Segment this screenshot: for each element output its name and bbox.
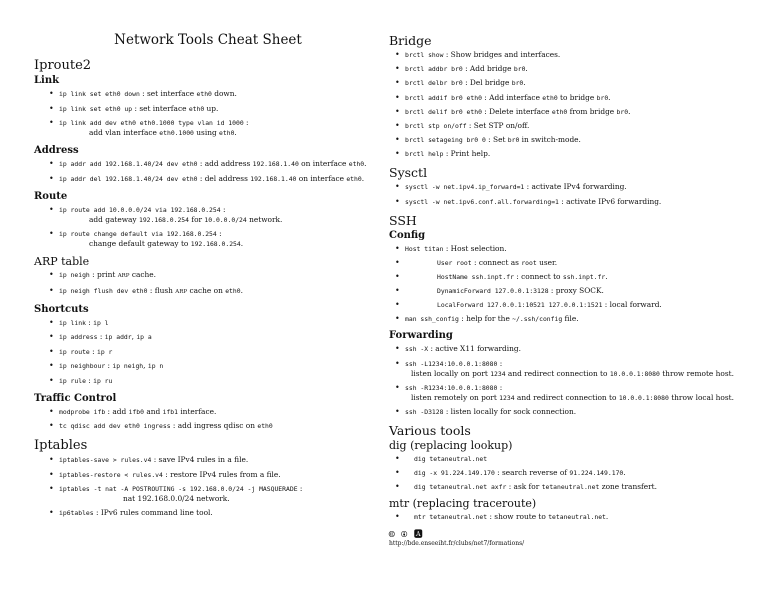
left-column xyxy=(34,30,382,522)
list-item: • ip neighbour : ip neigh, ip n xyxy=(34,361,382,371)
list-item: • ssh -D3128 : listen locally for sock connection. xyxy=(389,407,761,417)
iproute2-heading: Iproute2 xyxy=(34,58,92,73)
list-item: • dig tetaneutral.net axfr : ask for tetaneutral.net zone transfert. xyxy=(389,482,761,492)
list-item: • sysctl -w net.ipv6.conf.all.forwarding=1 : activate IPv6 forwarding. xyxy=(389,197,761,207)
forwarding-heading: Forwarding xyxy=(389,330,453,342)
arp-heading: ARP table xyxy=(34,255,90,268)
various-heading: Various tools xyxy=(389,423,471,438)
list-item: • brctl delbr br0 : Del bridge br0. xyxy=(389,78,761,88)
list-item: • ip address : ip addr, ip a xyxy=(34,332,382,342)
list-item: • brctl help : Print help. xyxy=(389,149,761,159)
section-bridge xyxy=(389,33,761,159)
address-heading: Address xyxy=(34,145,79,156)
list-item: • iptables-restore < rules.v4 : restore IPv4 rules from a file. xyxy=(34,470,382,480)
sysctl-heading: Sysctl xyxy=(389,165,428,181)
dig-heading: dig (replacing lookup) xyxy=(389,439,513,452)
list-item: • DynamicForward 127.0.0.1:3128 : proxy SOCK. xyxy=(389,286,761,296)
subsection-shortcuts xyxy=(34,304,382,386)
subsection-mtr xyxy=(389,498,761,522)
list-item: • ip link : ip l xyxy=(34,318,382,328)
list-item: • dig -x 91.224.149.170 : search reverse of 91.224.149.170. xyxy=(389,468,761,478)
list-item: • mtr tetaneutral.net : show route to tetaneutral.net. xyxy=(389,512,761,522)
iptables-heading: Iptables xyxy=(34,438,88,453)
list-item: • User root : connect as root user. xyxy=(389,258,761,268)
link-heading: Link xyxy=(34,75,60,86)
traffic-heading: Traffic Control xyxy=(34,392,117,404)
section-traffic-control xyxy=(34,393,382,432)
list-item: • ip route change default via 192.168.0.254 : change default gateway to 192.168.0.254. xyxy=(34,229,382,249)
list-item: • ip rule : ip ru xyxy=(34,376,382,386)
list-item: • iptables -t nat -A POSTROUTING -s 192.168.0.0/24 -j MASQUERADE : nat 192.168.0.0/24 network. xyxy=(34,484,382,503)
subsection-dig xyxy=(389,440,761,492)
list-item: • dig tetaneutral.net xyxy=(389,454,761,464)
subsection-arp-table xyxy=(34,256,382,297)
section-iproute2 xyxy=(34,58,382,386)
subsection-link xyxy=(34,75,382,138)
list-item: • ssh -L1234:10.0.0.1:8080 : listen locally on port 1234 and redirect connection to 10.0.0.1:8080 throw remote host. xyxy=(389,359,761,379)
footer-url[interactable]: http://bde.enseeiht.fr/clubs/net7/formations/ xyxy=(389,540,525,548)
subsection-route xyxy=(34,191,382,250)
ssh-heading: SSH xyxy=(389,212,417,228)
list-item: • brctl setageing br0 0 : Set br0 in switch-mode. xyxy=(389,135,761,145)
list-item: • ip neigh flush dev eth0 : flush ARP cache on eth0. xyxy=(34,286,382,297)
list-item: • ip route add 10.0.0.0/24 via 192.168.0.254 : add gateway 192.168.0.254 for 10.0.0.0/24 network. xyxy=(34,205,382,225)
list-item: • HostName ssh.inpt.fr : connect to ssh.inpt.fr. xyxy=(389,272,761,282)
list-item: • LocalForward 127.0.0.1:10521 127.0.0.1:1521 : local forward. xyxy=(389,300,761,310)
list-item: • ip addr add 192.168.1.40/24 dev eth0 : add address 192.168.1.40 on interface eth0. xyxy=(34,159,382,169)
list-item: • ip route : ip r xyxy=(34,347,382,357)
list-item: • sysctl -w net.ipv4.ip_forward=1 : activate IPv4 forwarding. xyxy=(389,182,761,192)
list-item: • modprobe ifb : add ifb0 and ifb1 interface. xyxy=(34,407,382,417)
subsection-config xyxy=(389,230,761,325)
section-various-tools xyxy=(389,423,761,522)
bridge-heading: Bridge xyxy=(389,33,432,48)
list-item: • iptables-save > rules.v4 : save IPv4 rules in a file. xyxy=(34,455,382,465)
list-item: • ip link add dev eth0 eth0.1000 type vlan id 1000 : add vlan interface eth0.1000 using eth0. xyxy=(34,118,382,138)
list-item: • ip6tables : IPv6 rules command line tool. xyxy=(34,508,382,518)
right-column xyxy=(389,33,761,548)
config-heading: Config xyxy=(389,229,426,241)
shortcuts-heading: Shortcuts xyxy=(34,303,89,315)
page-title: Network Tools Cheat Sheet xyxy=(114,32,302,48)
list-item: • tc qdisc add dev eth0 ingress : add ingress qdisc on eth0 xyxy=(34,421,382,431)
list-item: • ssh -R1234:10.0.0.1:8080 : listen remotely on port 1234 and redirect connection to 10.0.0.1:8080 throw local host. xyxy=(389,383,761,403)
list-item: • man ssh_config : help for the ~/.ssh/config file. xyxy=(389,314,761,324)
list-item: • ip neigh : print ARP cache. xyxy=(34,270,382,281)
subsection-forwarding xyxy=(389,330,761,417)
list-item: • ip link set eth0 down : set interface eth0 down. xyxy=(34,89,382,99)
creative-commons-icon: 🅭 🅯 🅰 xyxy=(389,530,425,541)
list-item: • brctl addbr br0 : Add bridge br0. xyxy=(389,64,761,74)
subsection-address xyxy=(34,145,382,184)
section-ssh xyxy=(389,213,761,418)
list-item: • ip addr del 192.168.1.40/24 dev eth0 : del address 192.168.1.40 on interface eth0. xyxy=(34,174,382,184)
list-item: • brctl stp on/off : Set STP on/off. xyxy=(389,121,761,131)
route-heading: Route xyxy=(34,190,68,202)
section-iptables xyxy=(34,438,382,518)
mtr-heading: mtr (replacing traceroute) xyxy=(389,497,537,511)
list-item: • brctl show : Show bridges and interfaces. xyxy=(389,50,761,60)
list-item: • ip link set eth0 up : set interface eth0 up. xyxy=(34,104,382,114)
section-sysctl xyxy=(389,165,761,206)
list-item: • brctl addif br0 eth0 : Add interface eth0 to bridge br0. xyxy=(389,93,761,103)
list-item: • brctl delif br0 eth0 : Delete interface eth0 from bridge br0. xyxy=(389,107,761,117)
list-item: • ssh -X : active X11 forwarding. xyxy=(389,344,761,354)
footer xyxy=(389,530,761,548)
list-item: • Host titan : Host selection. xyxy=(389,244,761,254)
